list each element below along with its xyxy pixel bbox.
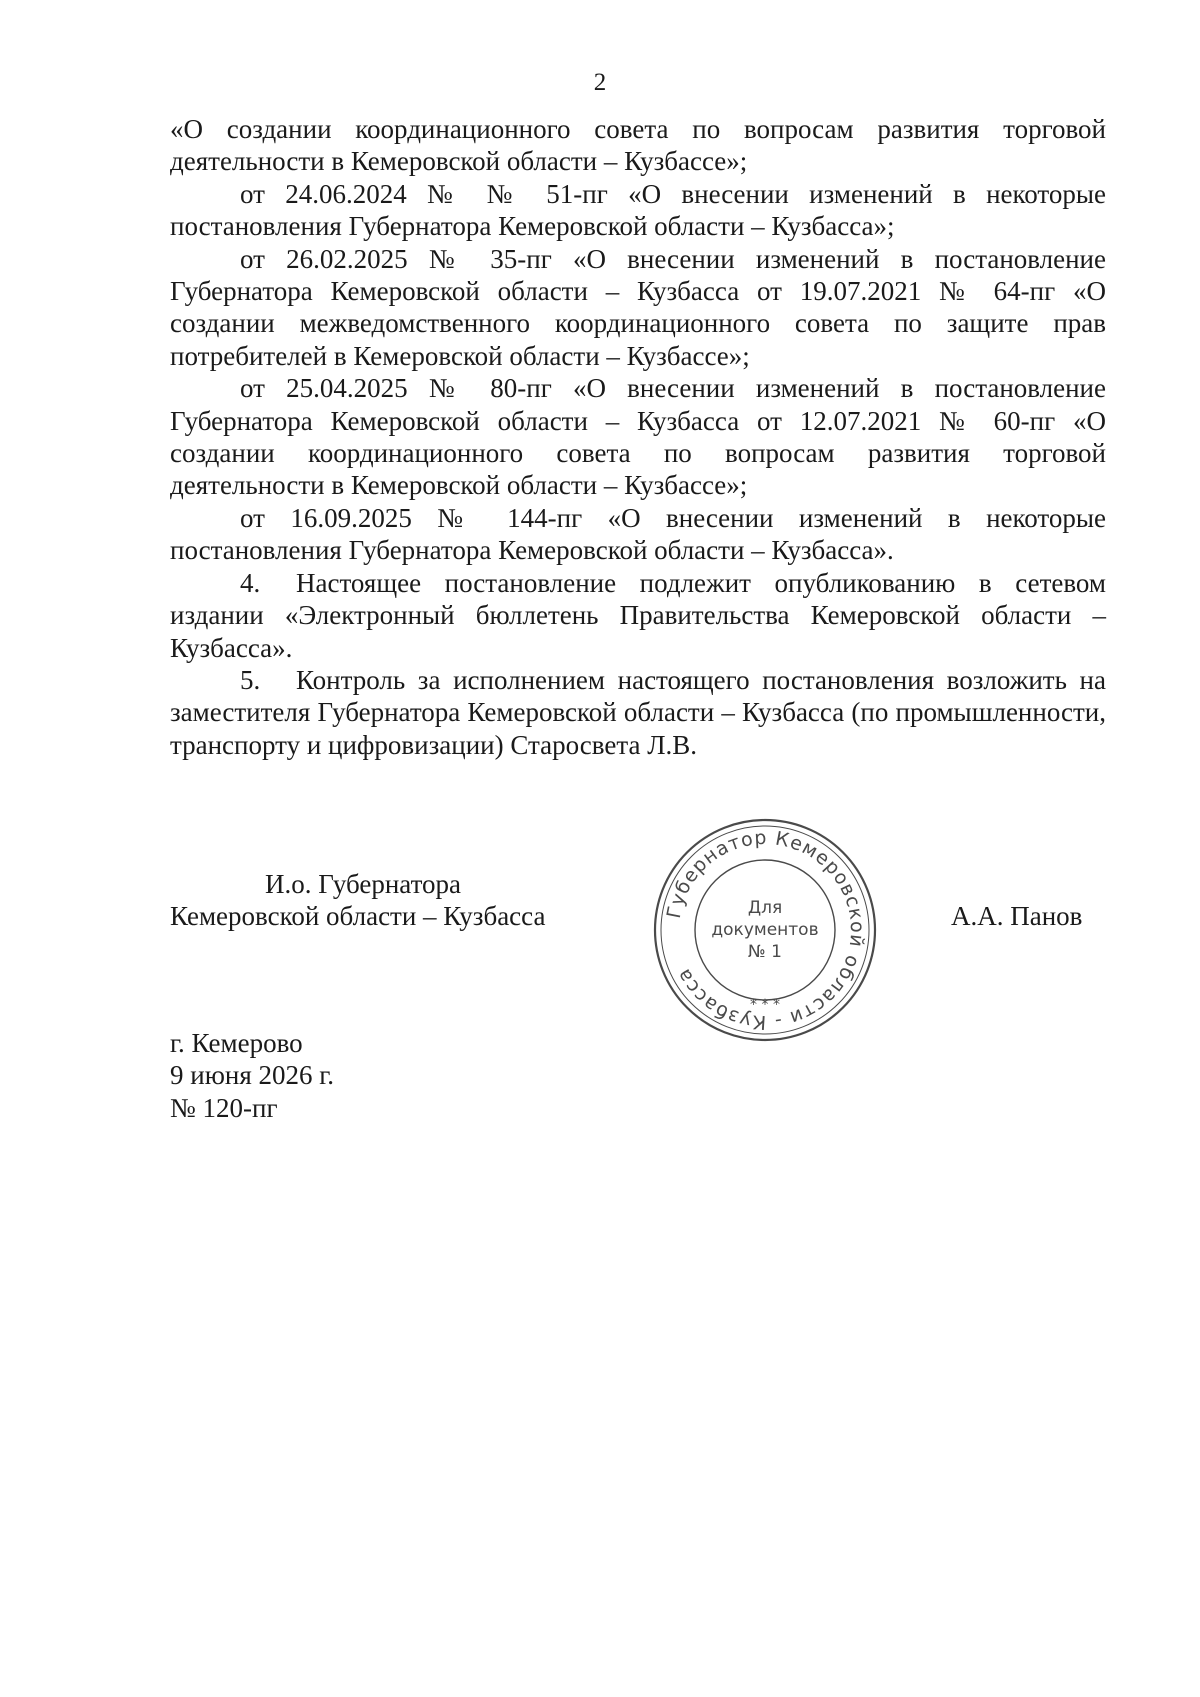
item-number: 5. (240, 664, 261, 695)
paragraph: от 25.04.2025 № 80-пг «О внесении изменений в постановление Губернатора Кемеровской области – Кузбасса от 12.07.2021 № 60-пг «О создании координационного совета по вопросам развития торговой деятельности в Кемеровской области – Кузбассе»; (170, 373, 1106, 501)
signatory-title-line1: И.о. Губернатора (265, 869, 462, 899)
paragraph: от 26.02.2025 № 35-пг «О внесении изменений в постановление Губернатора Кемеровской области – Кузбасса от 19.07.2021 № 64-пг «О создании межведомственного координационного совета по защите прав потребителей в Кемеровской области – Кузбассе»; (170, 243, 1106, 371)
document-body (170, 113, 1106, 761)
seal-center-line2: документов (711, 920, 819, 940)
paragraph: «О создании координационного совета по вопросам развития торговой деятельности в Кемеровской области – Кузбассе»; (170, 114, 1106, 177)
numbered-item-4 (170, 567, 1106, 664)
seal-center-line1: Для (747, 898, 783, 918)
document-footer (170, 1027, 334, 1124)
page-number: 2 (593, 69, 607, 96)
paragraph: от 24.06.2024 № № 51-пг «О внесении изменений в некоторые постановления Губернатора Кемеровской области – Кузбасса»; (170, 178, 1106, 242)
seal-stars: * * * (750, 997, 780, 1013)
item-text: Контроль за исполнением настоящего постановления возложить на заместителя Губернатора Кемеровской области – Кузбасса (по промышленности, транспорту и цифровизации) Старосвета Л.В. (170, 664, 1106, 760)
signatory-title-line2: Кемеровской области – Кузбасса (170, 901, 546, 932)
seal-ring-text: Губернатор Кемеровской области - Кузбасса (662, 826, 869, 1034)
item-text: Настоящее постановление подлежит опубликованию в сетевом издании «Электронный бюллетень Правительства Кемеровской области – Кузбасса». (170, 567, 1106, 663)
document-number: № 120-пг (170, 1092, 278, 1123)
document-date: 9 июня 2026 г. (170, 1060, 335, 1091)
seal-center-line3: № 1 (748, 942, 782, 962)
paragraph: от 16.09.2025 № 144-пг «О внесении изменений в некоторые постановления Губернатора Кемеровской области – Кузбасса». (170, 502, 1106, 566)
signatory-name: А.А. Панов (951, 901, 1083, 931)
item-number: 4. (240, 567, 261, 598)
numbered-item-5 (170, 664, 1106, 761)
city: г. Кемерово (170, 1028, 303, 1058)
signatory-title (170, 868, 630, 933)
official-seal (650, 815, 880, 1045)
